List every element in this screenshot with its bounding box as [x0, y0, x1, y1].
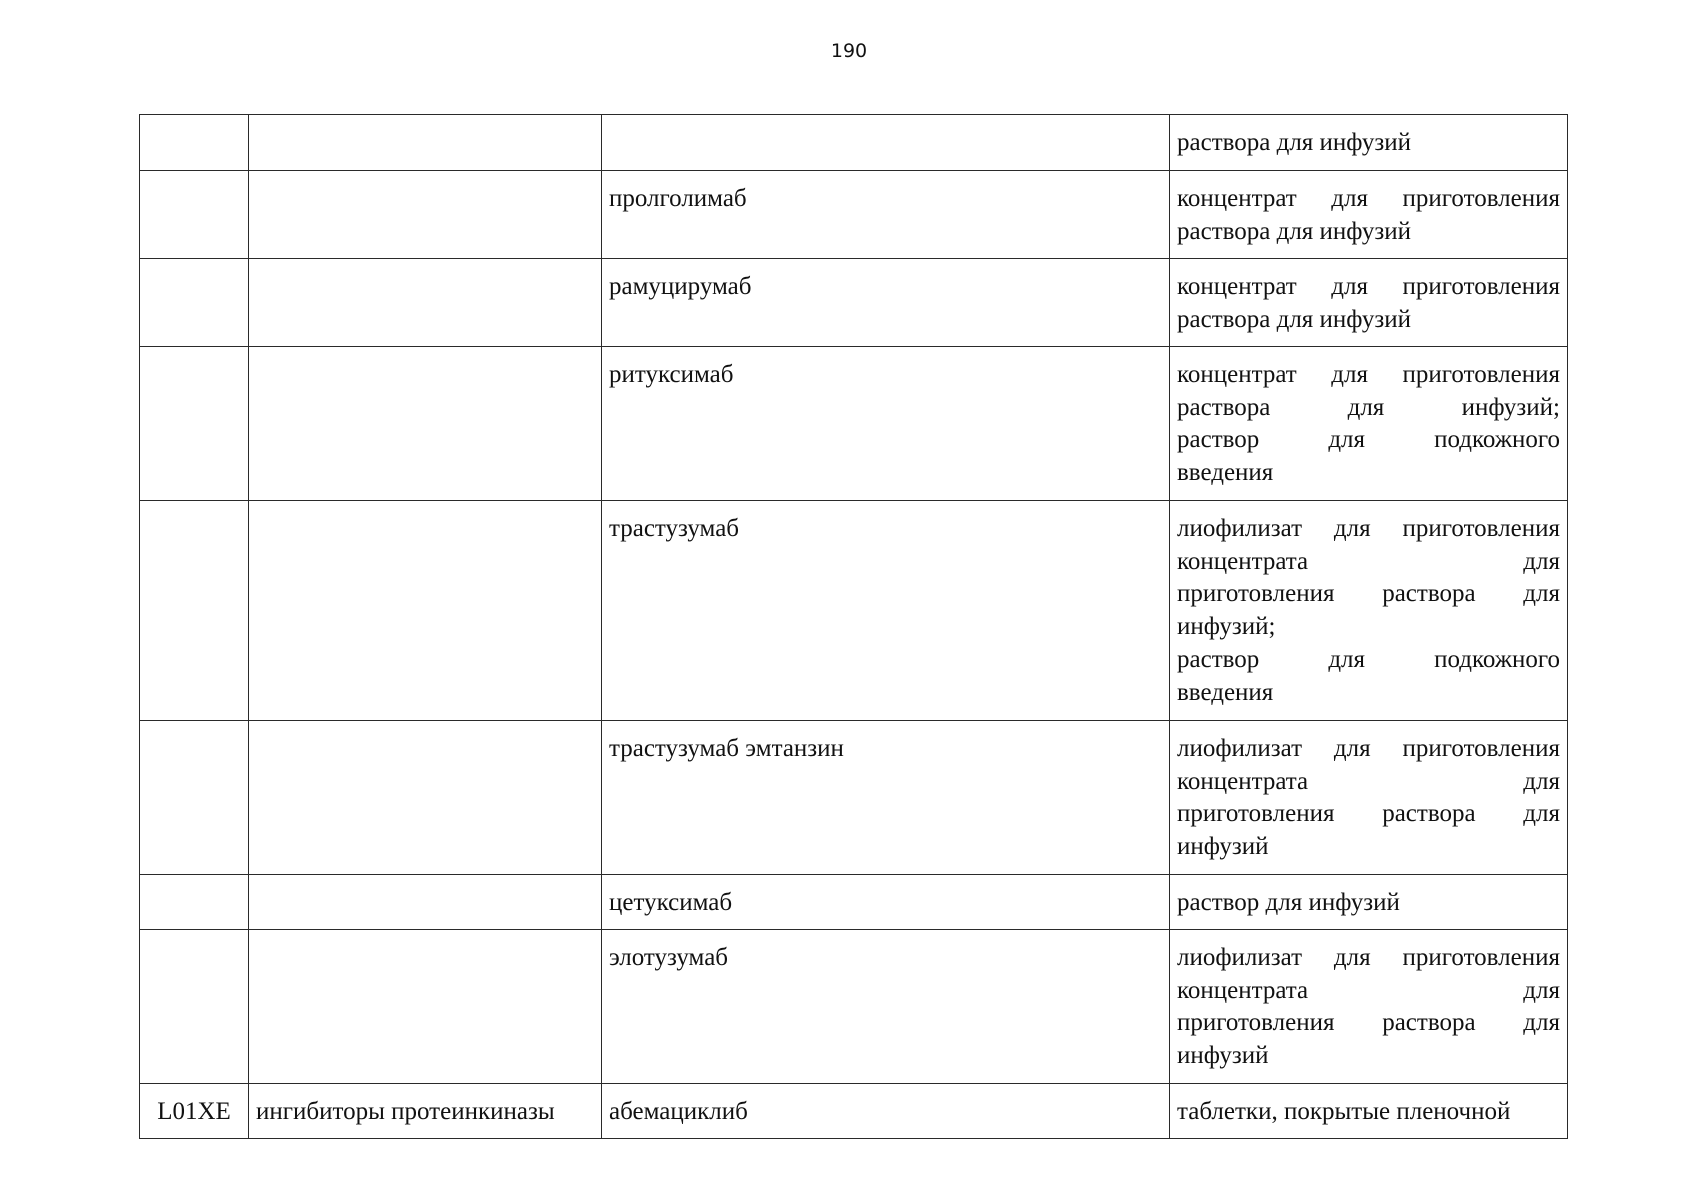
dosage-form-line: приготовления раствора для: [1177, 580, 1560, 608]
dosage-form-line: лиофилизат для приготовления: [1177, 515, 1560, 542]
drug-name-cell: элотузумаб: [602, 930, 1170, 1084]
atc-code-cell: [140, 115, 249, 171]
table-row: [140, 259, 1568, 347]
dosage-form-line: лиофилизат для приготовления: [1177, 944, 1560, 971]
dosage-form-line: раствора для инфузий: [1177, 217, 1412, 245]
atc-code-cell: [140, 501, 249, 721]
dosage-form-line: таблетки, покрытые пленочной: [1177, 1098, 1511, 1125]
drug-name-cell: трастузумаб: [602, 501, 1170, 721]
dosage-form-line: приготовления раствора для: [1177, 800, 1560, 828]
dosage-form-cell: [1170, 171, 1568, 259]
dosage-form-line: раствор для подкожного: [1177, 645, 1560, 673]
dosage-form-line: концентрата для: [1177, 547, 1560, 575]
dosage-form-line: инфузий;: [1177, 613, 1276, 641]
atc-group-cell: [249, 347, 602, 501]
atc-code-cell: [140, 721, 249, 875]
atc-code-cell: [140, 259, 249, 347]
atc-code-cell: [140, 171, 249, 259]
dosage-form-cell: [1170, 501, 1568, 721]
dosage-form-line: введения: [1177, 678, 1274, 706]
table-row: [140, 501, 1568, 721]
atc-group-cell: [249, 171, 602, 259]
dosage-form-line: приготовления раствора для: [1177, 1009, 1560, 1037]
dosage-form-line: введения: [1177, 459, 1274, 487]
dosage-form-line: лиофилизат для приготовления: [1177, 735, 1560, 762]
atc-code-cell: [140, 347, 249, 501]
table-row: [140, 1084, 1568, 1139]
dosage-form-line: раствор для инфузий: [1177, 889, 1400, 916]
dosage-form-cell: [1170, 115, 1568, 171]
table-row: [140, 721, 1568, 875]
drug-name-cell: [602, 115, 1170, 171]
drug-name-cell: рамуцирумаб: [602, 259, 1170, 347]
atc-code-cell: [140, 930, 249, 1084]
table-row: [140, 875, 1568, 930]
drug-name-cell: ритуксимаб: [602, 347, 1170, 501]
dosage-form-line: концентрат для приготовления: [1177, 185, 1560, 212]
dosage-form-cell: [1170, 930, 1568, 1084]
table-body: [140, 115, 1568, 1139]
drug-table: [139, 114, 1568, 1139]
dosage-form-cell: [1170, 259, 1568, 347]
drug-name-cell: цетуксимаб: [602, 875, 1170, 930]
dosage-form-line: раствор для подкожного: [1177, 426, 1560, 454]
atc-group-cell: [249, 930, 602, 1084]
dosage-form-line: инфузий: [1177, 1042, 1269, 1070]
dosage-form-cell: [1170, 721, 1568, 875]
atc-group-cell: [249, 259, 602, 347]
dosage-form-line: раствора для инфузий: [1177, 305, 1412, 333]
dosage-form-cell: [1170, 347, 1568, 501]
dosage-form-line: концентрат для приготовления: [1177, 273, 1560, 300]
drug-name-cell: трастузумаб эмтанзин: [602, 721, 1170, 875]
table-row: [140, 347, 1568, 501]
dosage-form-cell: [1170, 875, 1568, 930]
atc-code-cell: [140, 875, 249, 930]
atc-group-cell: [249, 115, 602, 171]
drug-name-cell: пролголимаб: [602, 171, 1170, 259]
atc-group-cell: [249, 501, 602, 721]
atc-group-cell: ингибиторы протеинкиназы: [249, 1084, 602, 1139]
dosage-form-line: концентрата для: [1177, 976, 1560, 1004]
atc-group-cell: [249, 721, 602, 875]
drug-name-cell: абемациклиб: [602, 1084, 1170, 1139]
table-row: [140, 115, 1568, 171]
dosage-form-line: концентрата для: [1177, 767, 1560, 795]
atc-code-cell: L01XE: [140, 1084, 249, 1139]
table-row: [140, 930, 1568, 1084]
dosage-form-line: концентрат для приготовления: [1177, 361, 1560, 388]
dosage-form-line: раствора для инфузий: [1177, 129, 1412, 156]
table-row: [140, 171, 1568, 259]
dosage-form-line: инфузий: [1177, 833, 1269, 861]
dosage-form-line: раствора для инфузий;: [1177, 393, 1560, 421]
page-number: 190: [830, 40, 868, 62]
dosage-form-cell: [1170, 1084, 1568, 1139]
atc-group-cell: [249, 875, 602, 930]
